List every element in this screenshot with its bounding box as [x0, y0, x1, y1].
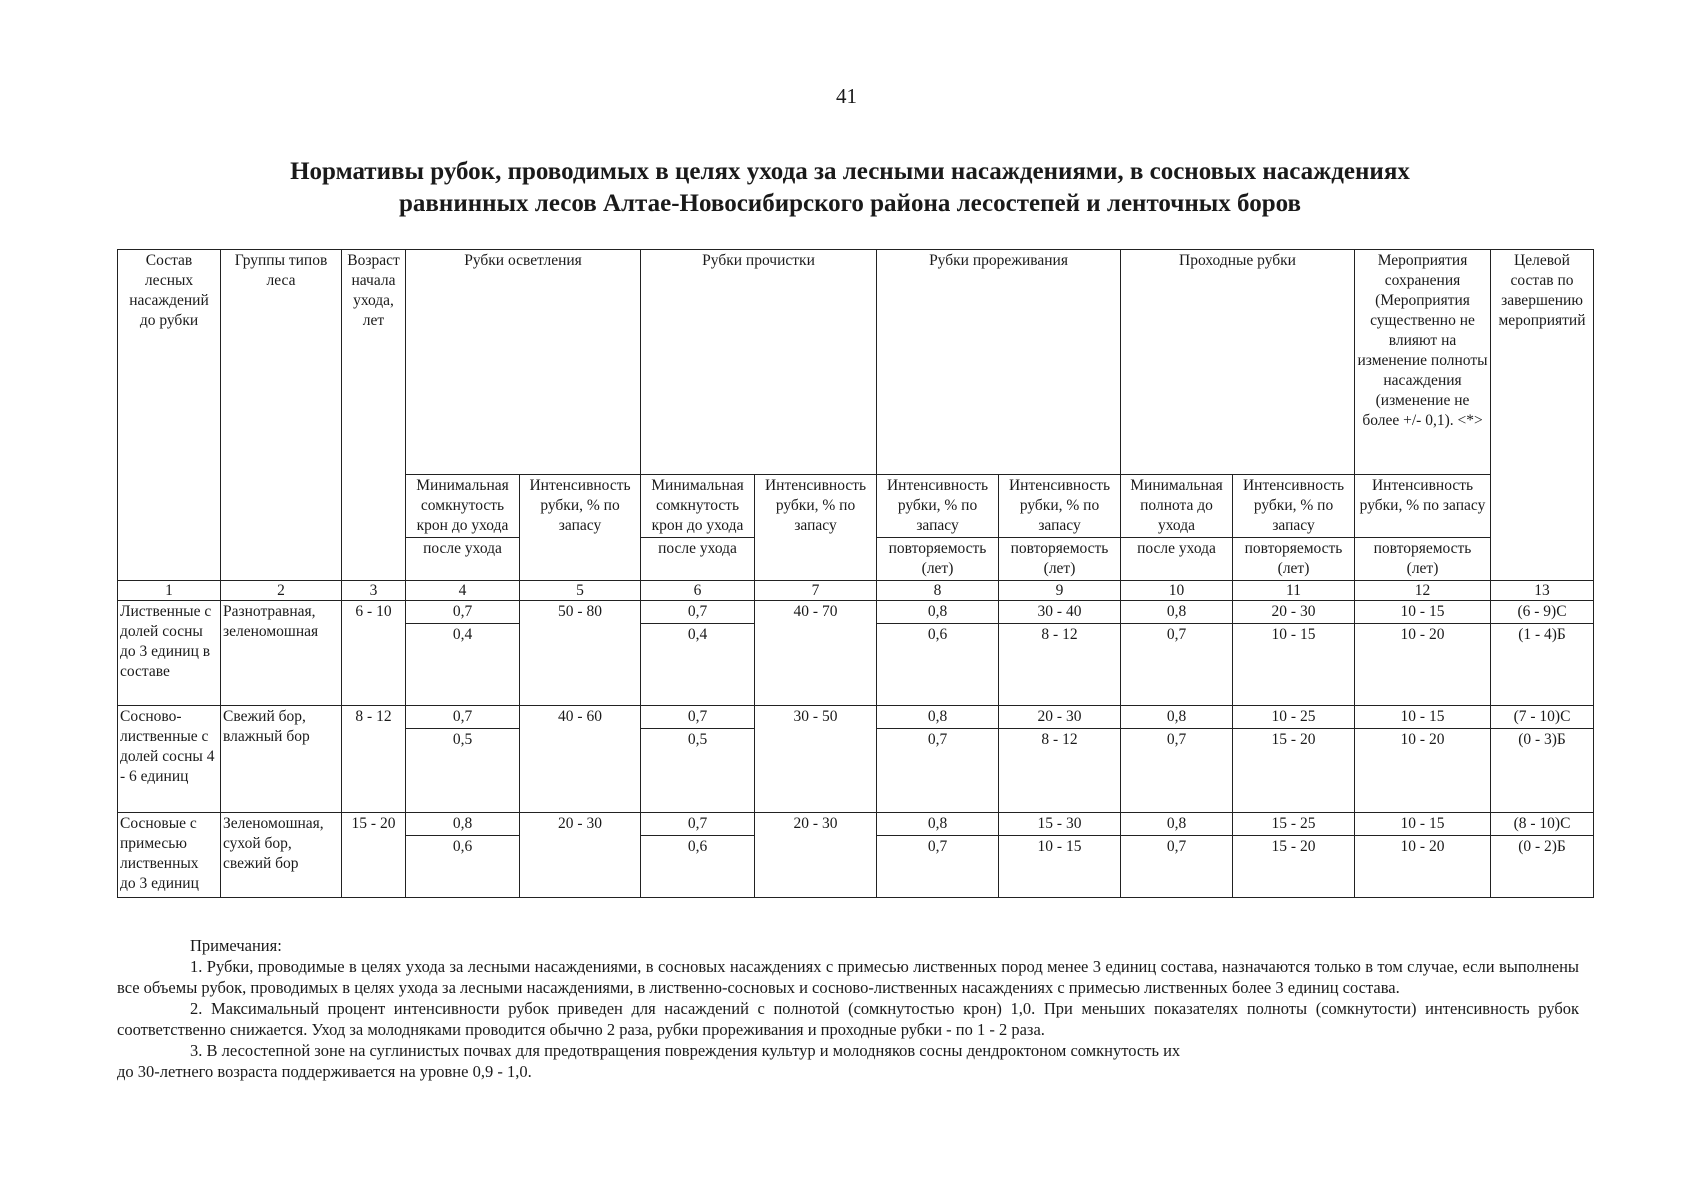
table-cell: 40 - 70 — [755, 601, 877, 624]
afterheader-9: повторяемость (лет) — [999, 538, 1121, 581]
afterheader-10: после ухода — [1121, 538, 1233, 581]
cell-age: 15 - 20 — [342, 813, 406, 836]
table-cell: (7 - 10)С — [1491, 706, 1594, 729]
subheader-11: Интенсивность рубки, % по запасу — [1233, 475, 1355, 538]
note-3-line-2: до 30-летнего возраста поддерживается на уровне 0,9 - 1,0. — [117, 1062, 532, 1081]
table-cell: 0,8 — [877, 813, 999, 836]
table-cell: 0,7 — [877, 729, 999, 813]
table-cell: 8 - 12 — [999, 729, 1121, 813]
afterheader-12: повторяемость (лет) — [1355, 538, 1491, 581]
table-cell: 10 - 15 — [1355, 813, 1491, 836]
table-cell: 0,5 — [406, 729, 520, 813]
table-cell: 15 - 20 — [1233, 836, 1355, 898]
col-number: 13 — [1491, 581, 1594, 601]
col-number: 12 — [1355, 581, 1491, 601]
note-2: 2. Максимальный процент интенсивности рубок приведен для насаждений с полнотой (сомкнутостью крон) 1,0. При меньших показателях полноты (сомкнутости) интенсивность рубок соответственно снижается. Уход за молодняками проводится обычно 2 раза, рубки прореживания и проходные рубки - по 1 - 2 раза. — [117, 999, 1579, 1039]
col-number: 4 — [406, 581, 520, 601]
table-row — [118, 706, 1594, 729]
table-cell: 0,7 — [1121, 624, 1233, 706]
table-cell: 0,5 — [641, 729, 755, 813]
subheader-8: Интенсивность рубки, % по запасу — [877, 475, 999, 538]
table-row — [118, 813, 1594, 836]
header-row-groups — [118, 250, 1594, 475]
table-cell: 20 - 30 — [999, 706, 1121, 729]
table-cell: 0,8 — [1121, 813, 1233, 836]
table-cell: 10 - 15 — [999, 836, 1121, 898]
col-number: 2 — [221, 581, 342, 601]
afterheader-4: после ухода — [406, 538, 520, 581]
table-cell: 0,8 — [1121, 706, 1233, 729]
subheader-12: Интенсивность рубки, % по запасу — [1355, 475, 1491, 538]
table-cell: (0 - 3)Б — [1491, 729, 1594, 813]
table-cell: 0,8 — [877, 601, 999, 624]
table-cell: (1 - 4)Б — [1491, 624, 1594, 706]
cell-forest-types: Зеленомошная, сухой бор, свежий бор — [221, 813, 342, 898]
subheader-7: Интенсивность рубки, % по запасу — [755, 475, 877, 581]
table-cell: 50 - 80 — [520, 601, 641, 624]
table-cell: 10 - 25 — [1233, 706, 1355, 729]
col-number: 6 — [641, 581, 755, 601]
table-cell: 15 - 25 — [1233, 813, 1355, 836]
header-group-lightening: Рубки осветления — [406, 250, 641, 475]
page-number: 41 — [836, 84, 857, 108]
table-cell — [520, 624, 641, 706]
col-number: 5 — [520, 581, 641, 601]
table-cell: 0,6 — [406, 836, 520, 898]
table-cell: 30 - 40 — [999, 601, 1121, 624]
norms-table — [117, 249, 1594, 898]
table-cell: (8 - 10)С — [1491, 813, 1594, 836]
afterheader-11: повторяемость (лет) — [1233, 538, 1355, 581]
cell-forest-types: Свежий бор, влажный бор — [221, 706, 342, 813]
title-line-1: Нормативы рубок, проводимых в целях ухода за лесными насаждениями, в сосновых насаждениях — [290, 158, 1410, 185]
table-cell: 0,6 — [877, 624, 999, 706]
table-cell: 10 - 20 — [1355, 624, 1491, 706]
column-number-row — [118, 581, 1594, 601]
subheader-9: Интенсивность рубки, % по запасу — [999, 475, 1121, 538]
col-number: 10 — [1121, 581, 1233, 601]
afterheader-8: повторяемость (лет) — [877, 538, 999, 581]
table-cell: 0,7 — [406, 601, 520, 624]
cell-age: 8 - 12 — [342, 706, 406, 729]
col-number: 7 — [755, 581, 877, 601]
table-cell: 10 - 20 — [1355, 729, 1491, 813]
header-target-composition: Целевой состав по завершению мероприятий — [1491, 250, 1594, 581]
table-cell: 0,8 — [877, 706, 999, 729]
table-cell: 0,7 — [406, 706, 520, 729]
header-composition: Состав лесных насаждений до рубки — [118, 250, 221, 581]
empty-cell — [342, 729, 406, 813]
cell-age: 6 - 10 — [342, 601, 406, 624]
table-cell: 15 - 20 — [1233, 729, 1355, 813]
table-cell: 0,8 — [1121, 601, 1233, 624]
cell-composition: Сосново-лиственные с долей сосны 4 - 6 единиц — [118, 706, 221, 813]
table-cell: 0,4 — [406, 624, 520, 706]
table-cell: 0,7 — [1121, 836, 1233, 898]
table-cell: (0 - 2)Б — [1491, 836, 1594, 898]
table-cell: 0,7 — [1121, 729, 1233, 813]
header-group-passage: Проходные рубки — [1121, 250, 1355, 475]
table-cell — [755, 624, 877, 706]
col-number: 9 — [999, 581, 1121, 601]
table-cell: 30 - 50 — [755, 706, 877, 729]
col-number: 11 — [1233, 581, 1355, 601]
page-title — [160, 156, 1540, 220]
title-line-2: равнинных лесов Алтае-Новосибирского района лесостепей и ленточных боров — [399, 190, 1301, 217]
subheader-4: Минимальная сомкнутость крон до ухода — [406, 475, 520, 538]
header-group-thinning: Рубки прореживания — [877, 250, 1121, 475]
subheader-5: Интенсивность рубки, % по запасу — [520, 475, 641, 581]
table-cell: 20 - 30 — [520, 813, 641, 836]
subheader-10: Минимальная полнота до ухода — [1121, 475, 1233, 538]
table-cell: 0,7 — [877, 836, 999, 898]
header-forest-types: Группы типов леса — [221, 250, 342, 581]
table-cell: 15 - 30 — [999, 813, 1121, 836]
table-cell: (6 - 9)С — [1491, 601, 1594, 624]
notes — [117, 935, 1579, 1082]
table-cell: 0,7 — [641, 706, 755, 729]
empty-cell — [342, 836, 406, 898]
subheader-6: Минимальная сомкнутость крон до ухода — [641, 475, 755, 538]
header-group-cleaning: Рубки прочистки — [641, 250, 877, 475]
empty-cell — [342, 624, 406, 706]
table-cell: 10 - 15 — [1233, 624, 1355, 706]
table-cell: 10 - 15 — [1355, 601, 1491, 624]
cell-composition: Лиственные с долей сосны до 3 единиц в составе — [118, 601, 221, 706]
afterheader-6: после ухода — [641, 538, 755, 581]
table-cell: 0,8 — [406, 813, 520, 836]
table-cell — [520, 729, 641, 813]
table-cell: 0,6 — [641, 836, 755, 898]
col-number: 8 — [877, 581, 999, 601]
table-cell: 20 - 30 — [1233, 601, 1355, 624]
note-1: 1. Рубки, проводимые в целях ухода за лесными насаждениями, в сосновых насаждениях с примесью лиственных пород менее 3 единиц состава, назначаются только в том случае, если выполнены все объемы рубок, проводимых в целях ухода за лесными насаждениями, в лиственно-сосновых и сосново-лиственных насаждениях с примесью лиственных более 3 единиц состава. — [117, 957, 1579, 997]
table-cell: 0,7 — [641, 813, 755, 836]
notes-heading: Примечания: — [190, 936, 282, 955]
header-age: Возраст начала ухода, лет — [342, 250, 406, 581]
table-cell: 20 - 30 — [755, 813, 877, 836]
cell-forest-types: Разнотравная, зеленомошная — [221, 601, 342, 706]
table-cell: 40 - 60 — [520, 706, 641, 729]
table-cell — [755, 836, 877, 898]
table-cell: 8 - 12 — [999, 624, 1121, 706]
col-number: 3 — [342, 581, 406, 601]
table-cell: 0,4 — [641, 624, 755, 706]
table-cell — [520, 836, 641, 898]
note-3-line-1: 3. В лесостепной зоне на суглинистых почвах для предотвращения повреждения культур и молодняков сосны дендроктоном сомкнутость их — [190, 1041, 1181, 1060]
table-cell — [755, 729, 877, 813]
col-number: 1 — [118, 581, 221, 601]
table-cell: 0,7 — [641, 601, 755, 624]
header-preservation: Мероприятия сохранения (Мероприятия существенно не влияют на изменение полноты насаждения (изменение не более +/- 0,1). <*> — [1355, 250, 1491, 475]
cell-composition: Сосновые с примесью лиственных до 3 единиц — [118, 813, 221, 898]
table-cell: 10 - 15 — [1355, 706, 1491, 729]
table-cell: 10 - 20 — [1355, 836, 1491, 898]
table-row — [118, 601, 1594, 624]
